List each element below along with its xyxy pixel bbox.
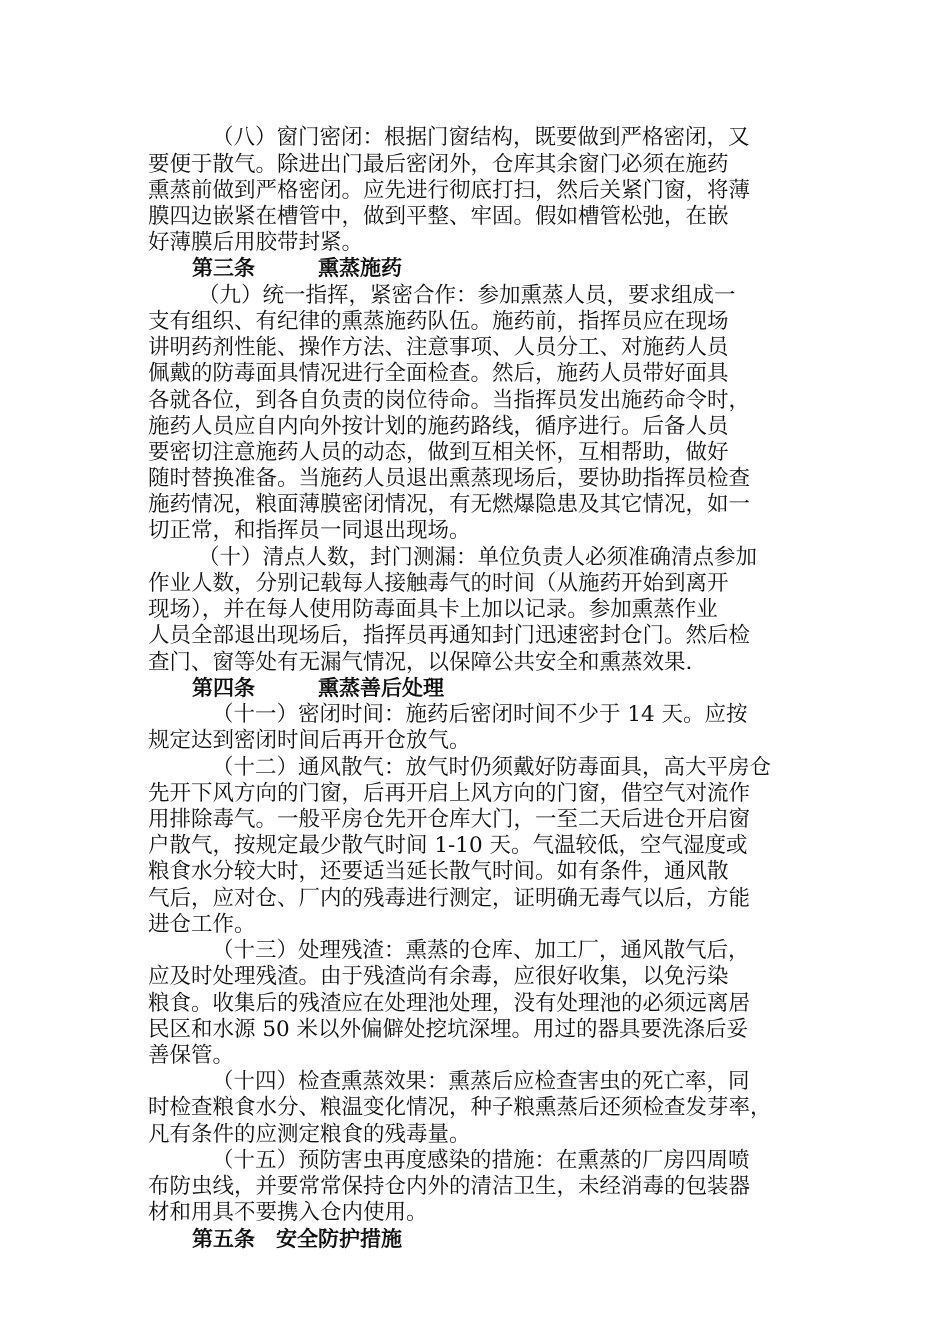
paragraph-line: 应及时处理残渣。由于残渣尚有余毒，应很好收集，以免污染: [148, 964, 729, 989]
paragraph-line: 各就各位，到各自负责的岗位待命。当指挥员发出施药命令时，: [148, 388, 751, 413]
paragraph-line: （十四）检查熏蒸效果：熏蒸后应检查害虫的死亡率，同: [212, 1069, 750, 1094]
paragraph-line: （十五）预防害虫再度感染的措施：在熏蒸的厂房四周喷: [212, 1148, 750, 1173]
paragraph-line: 气后，应对仓、厂内的残毒进行测定，证明确无毒气以后，方能: [148, 886, 751, 911]
section-heading: 第五条 安全防护措施: [192, 1227, 402, 1251]
paragraph-line: 粮食。收集后的残渣应在处理池处理，没有处理池的必须远离居: [148, 991, 751, 1016]
paragraph-line: 先开下风方向的门窗，后再开启上风方向的门窗，借空气对流作: [148, 781, 751, 806]
paragraph-line: 布防虫线，并要常常保持仓内外的清洁卫生，未经消毒的包装器: [148, 1174, 751, 1199]
paragraph-line: 凡有条件的应测定粮食的残毒量。: [148, 1122, 471, 1147]
paragraph-line: 作业人数，分别记载每人接触毒气的时间（从施药开始到离开: [148, 571, 729, 596]
paragraph-line: 人员全部退出现场后，指挥员再通知封门迅速密封仓门。然后检: [148, 623, 751, 648]
section-heading: 第三条 熏蒸施药: [192, 256, 402, 280]
paragraph-line: 熏蒸前做到严格密闭。应先进行彻底打扫，然后关紧门窗，将薄: [148, 178, 751, 203]
paragraph-line: 切正常，和指挥员一同退出现场。: [148, 518, 471, 543]
paragraph-line: 善保管。: [148, 1043, 235, 1068]
paragraph-line: 用排除毒气。一般平房仓先开仓库大门，一至二天后进仓开启窗: [148, 807, 751, 832]
paragraph-line: 讲明药剂性能、操作方法、注意事项、人员分工、对施药人员: [148, 335, 729, 360]
paragraph-line: （九）统一指挥，紧密合作：参加熏蒸人员，要求组成一: [198, 283, 736, 308]
paragraph-line: （十三）处理残渣：熏蒸的仓库、加工厂，通风散气后，: [212, 938, 750, 963]
paragraph-line: 户散气，按规定最少散气时间 1-10 天。气温较低，空气湿度或: [148, 833, 748, 858]
paragraph-line: 施药情况，粮面薄膜密闭情况，有无燃爆隐患及其它情况，如一: [148, 492, 751, 517]
paragraph-line: 规定达到密闭时间后再开仓放气。: [148, 728, 471, 753]
section-heading: 第四条 熏蒸善后处理: [192, 676, 444, 700]
paragraph-line: 佩戴的防毒面具情况进行全面检查。然后，施药人员带好面具: [148, 361, 729, 386]
paragraph-line: 施药人员应自内向外按计划的施药路线，循序进行。后备人员: [148, 414, 729, 439]
paragraph-line: 查门、窗等处有无漏气情况，以保障公共安全和熏蒸效果.: [148, 650, 693, 675]
paragraph-line: 要便于散气。除进出门最后密闭外，仓库其余窗门必须在施药: [148, 152, 729, 177]
paragraph-line: 支有组织、有纪律的熏蒸施药队伍。施药前，指挥员应在现场: [148, 309, 729, 334]
paragraph-line: 民区和水源 50 米以外偏僻处挖坑深埋。用过的器具要洗涤后妥: [148, 1017, 749, 1042]
paragraph-line: 好薄膜后用胶带封紧。: [148, 230, 364, 255]
paragraph-line: （八）窗门密闭：根据门窗结构，既要做到严格密闭，又: [212, 125, 750, 150]
paragraph-line: 粮食水分较大时，还要适当延长散气时间。如有条件，通风散: [148, 859, 729, 884]
paragraph-line: 膜四边嵌紧在槽管中，做到平整、牢固。假如槽管松弛，在嵌: [148, 204, 729, 229]
paragraph-line: 时检查粮食水分、粮温变化情况，种子粮熏蒸后还须检查发芽率，: [148, 1095, 772, 1120]
paragraph-line: 现场），并在每人使用防毒面具卡上加以记录。参加熏蒸作业: [148, 597, 718, 622]
paragraph-line: （十二）通风散气：放气时仍须戴好防毒面具，高大平房仓: [212, 755, 772, 780]
paragraph-line: （十一）密闭时间：施药后密闭时间不少于 14 天。应按: [212, 702, 748, 727]
paragraph-line: 随时替换准备。当施药人员退出熏蒸现场后，要协助指挥员检查: [148, 466, 751, 491]
paragraph-line: 进仓工作。: [148, 912, 256, 937]
paragraph-line: 材和用具不要携入仓内使用。: [148, 1200, 428, 1225]
paragraph-line: 要密切注意施药人员的动态，做到互相关怀，互相帮助，做好: [148, 440, 729, 465]
paragraph-line: （十）清点人数，封门测漏：单位负责人必须准确清点参加: [198, 545, 758, 570]
